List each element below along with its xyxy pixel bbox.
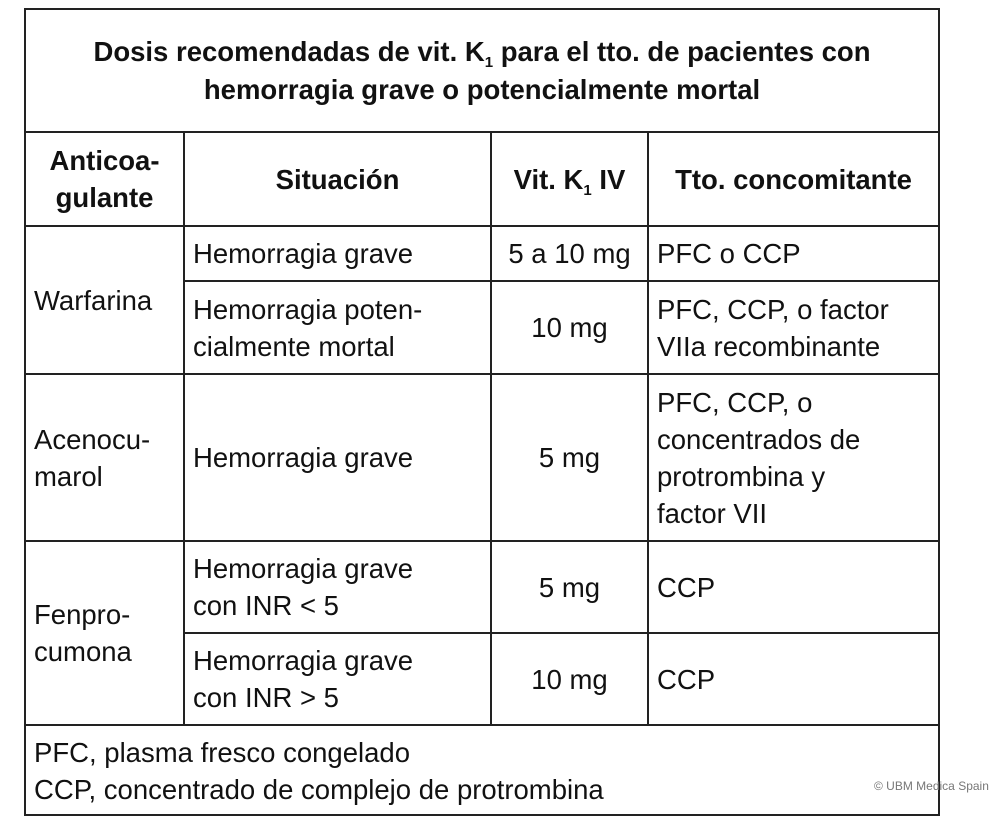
header-vitk-part1: Vit. K	[513, 163, 584, 195]
fenprocumona-r2-dosis: 10 mg	[531, 663, 608, 695]
header-vitk-part2: IV	[591, 163, 626, 195]
title-text-part1: Dosis recomendadas de vit. K	[93, 35, 485, 67]
footnote-ccp: CCP, concentrado de complejo de protrombina	[34, 774, 604, 805]
drug-acenocumarol: Acenocu- marol	[34, 423, 151, 492]
header-vitk-subscript: 1	[583, 181, 592, 199]
copyright-notice: © UBM Medica Spain	[874, 779, 989, 793]
warfarina-r1-tto: PFC o CCP	[657, 238, 801, 269]
acenocumarol-r1-situacion: Hemorragia grave	[193, 442, 414, 473]
header-situacion: Situación	[275, 163, 400, 195]
title-text-line2: hemorragia grave o potencialmente mortal	[203, 73, 761, 105]
drug-warfarina: Warfarina	[34, 284, 153, 316]
acenocumarol-r1-tto: PFC, CCP, o concentrados de protrombina y factor VII	[657, 386, 861, 529]
warfarina-r1-dosis: 5 a 10 mg	[508, 238, 631, 269]
dosage-table	[24, 8, 940, 816]
warfarina-r2-dosis: 10 mg	[531, 312, 608, 343]
title-text-part2: para el tto. de pacientes con	[493, 35, 871, 67]
table-body-bottom-line	[26, 724, 938, 726]
fenprocumona-r1-dosis: 5 mg	[538, 571, 601, 603]
warfarina-r2-situacion: Hemorragia poten- cialmente mortal	[193, 293, 423, 362]
acenocumarol-r1-dosis: 5 mg	[538, 442, 601, 473]
fenprocumona-r2-situacion: Hemorragia grave con INR > 5	[193, 645, 414, 713]
fenprocumona-r1-tto: CCP	[657, 571, 716, 603]
header-anticoagulante: Anticoa- gulante	[49, 145, 160, 213]
footnote-pfc: PFC, plasma fresco congelado	[34, 737, 411, 768]
warfarina-r1-situacion: Hemorragia grave	[193, 238, 414, 269]
table-title	[26, 10, 938, 133]
fenprocumona-r2-tto: CCP	[657, 663, 716, 695]
title-subscript: 1	[484, 53, 494, 71]
fenprocumona-r1-situacion: Hemorragia grave con INR < 5	[193, 553, 414, 621]
header-tto: Tto. concomitante	[675, 163, 912, 195]
warfarina-r2-tto: PFC, CCP, o factor VIIa recombinante	[657, 293, 889, 362]
header-vitk-iv	[492, 133, 647, 225]
drug-fenprocumona: Fenpro- cumona	[34, 599, 132, 667]
footnotes	[34, 734, 604, 808]
